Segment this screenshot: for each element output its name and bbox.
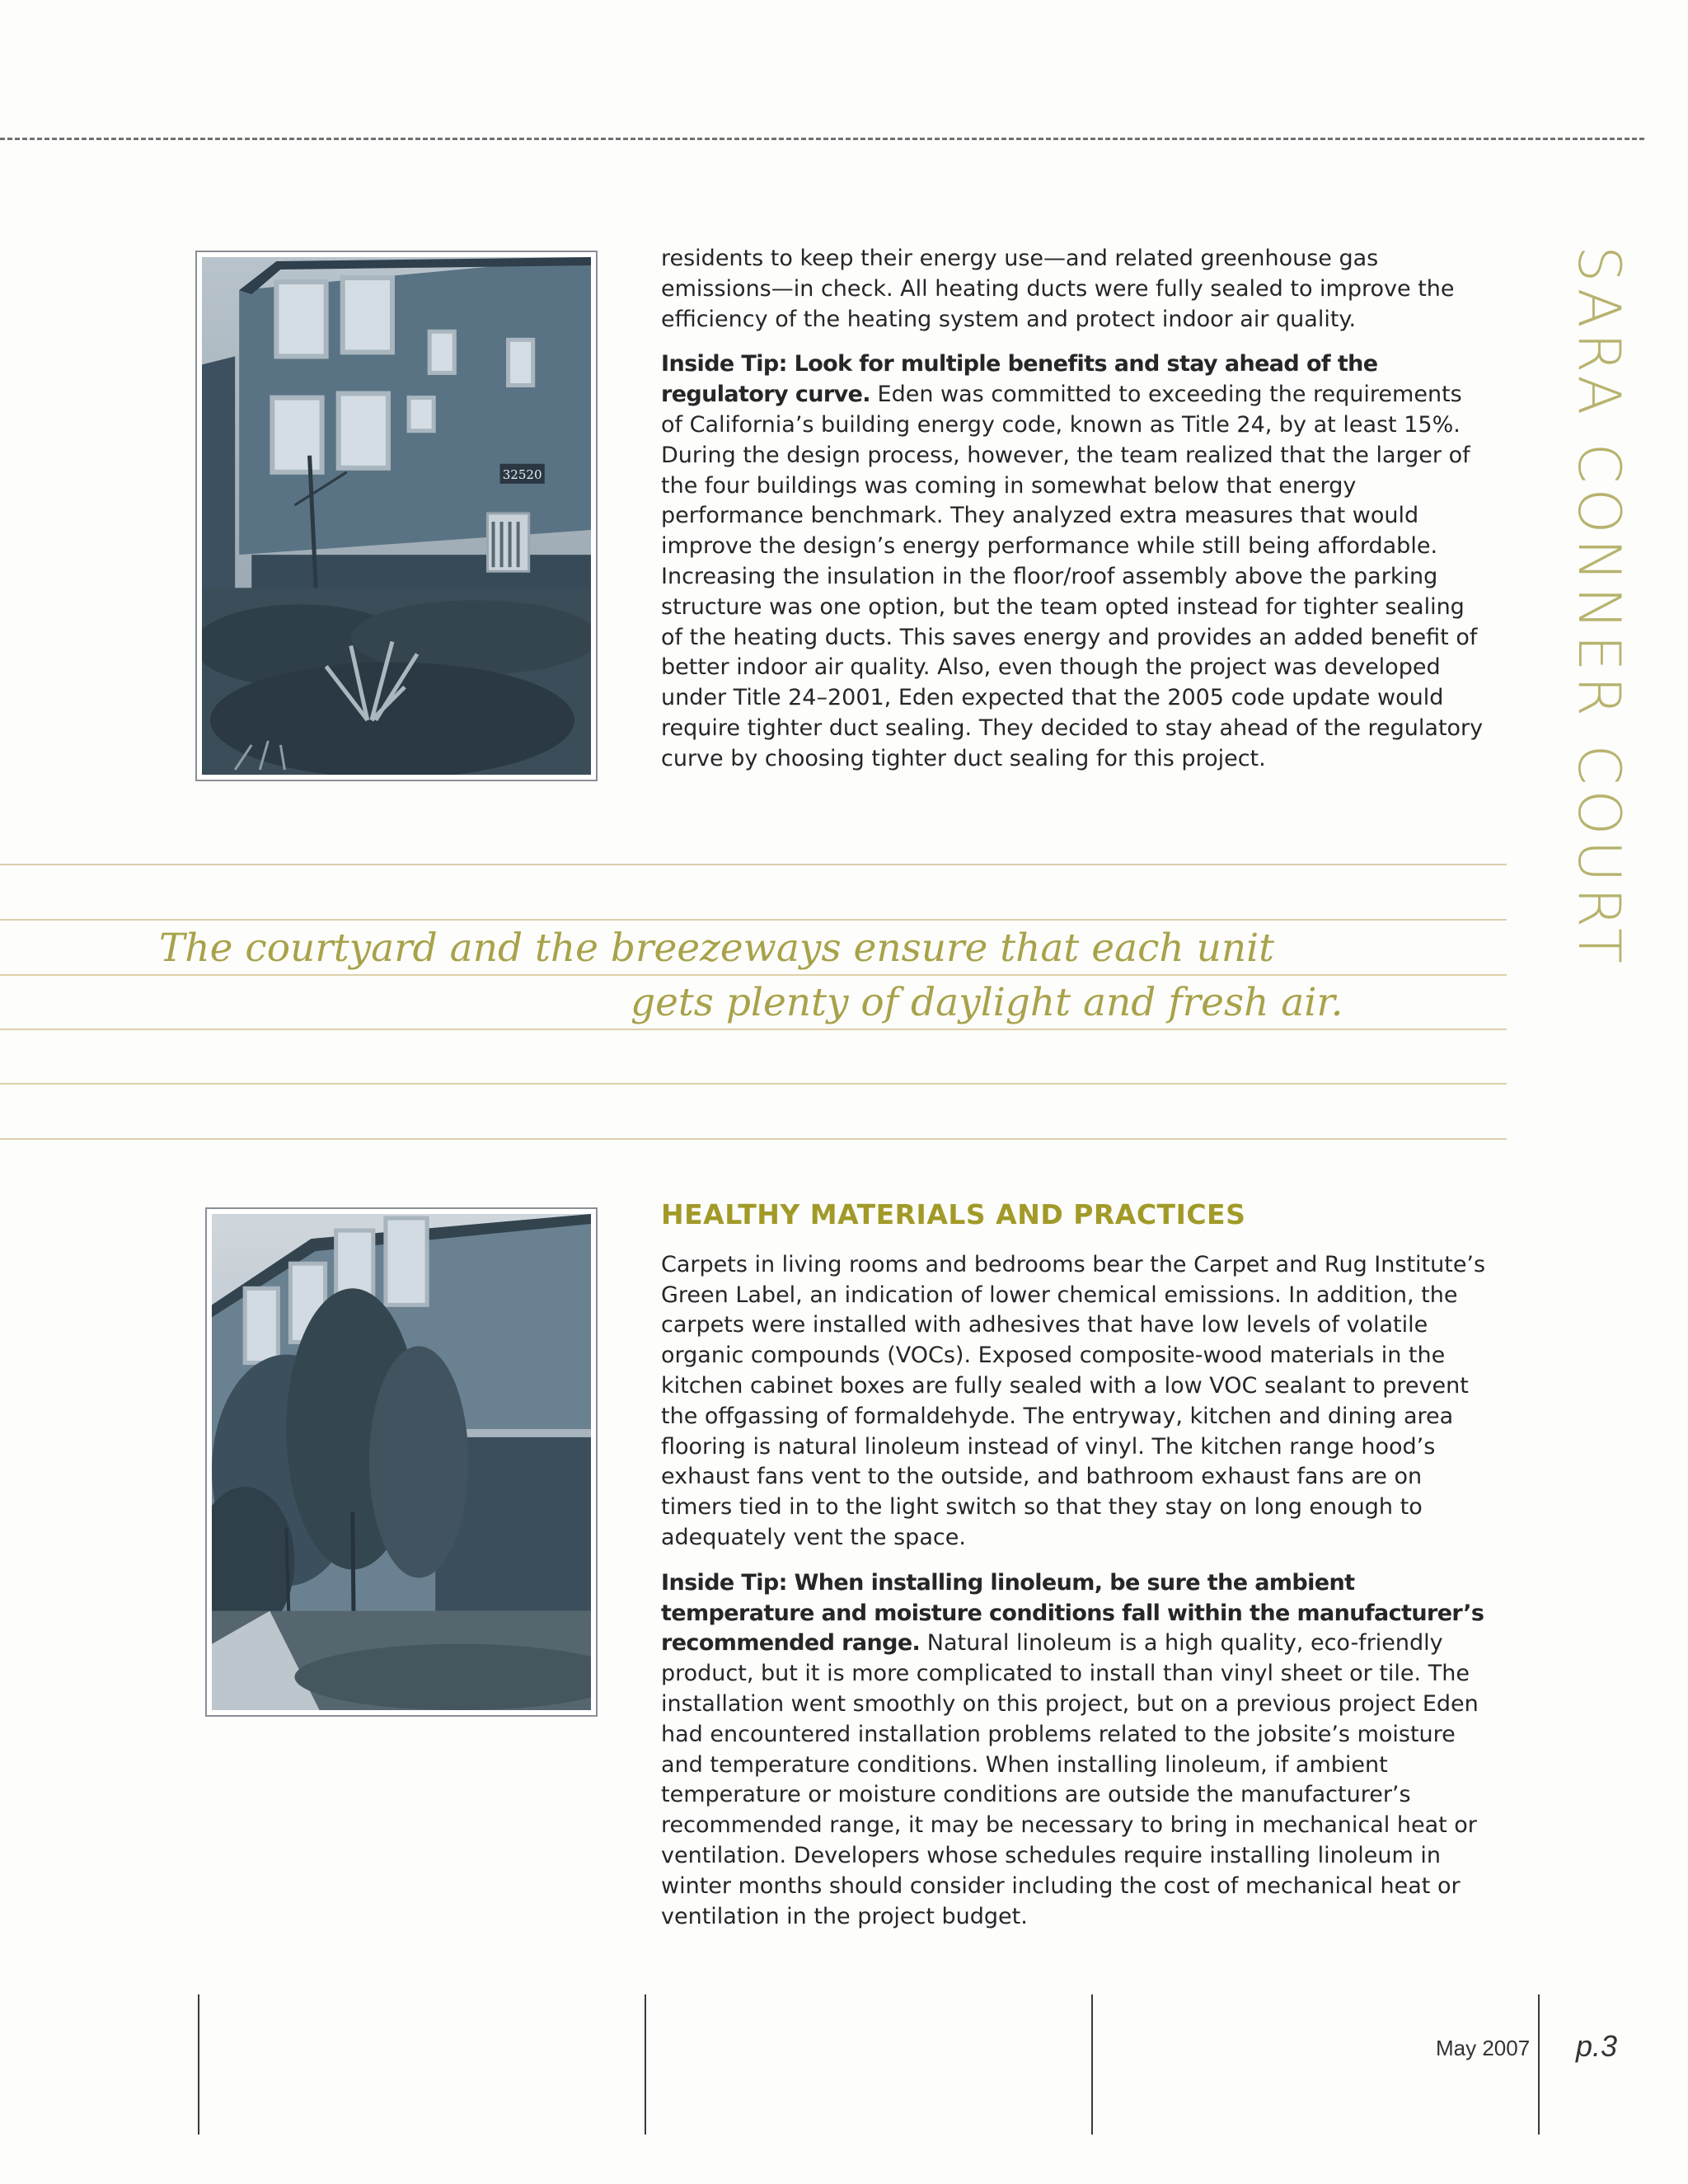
top-dashed-rule — [0, 138, 1644, 140]
footer-divider — [645, 1994, 646, 2135]
sidebar-title: SARA CONNER COURT — [1565, 246, 1633, 968]
footer-date: May 2007 — [1436, 2036, 1531, 2060]
linoleum-tip-paragraph — [661, 1568, 1489, 1933]
pull-quote-line-2: gets plenty of daylight and fresh air. — [631, 980, 1343, 1025]
section-heading: HEALTHY MATERIALS AND PRACTICES — [661, 1198, 1246, 1230]
page-number: p.3 — [1576, 2029, 1618, 2063]
energy-tip-paragraph — [661, 349, 1489, 774]
linoleum-tip-text: Natural linoleum is a high quality, eco-friendly product, but it is more complicated to install than vinyl sheet or tile. The installation went smoothly on this project, but on a previous project Eden had encountered installation problems related to the jobsite’s moisture and temperature conditions. When installing linoleum, if ambient temperature or moisture conditions are outside the manufacturer’s recommended range, it may be necessary to bring in mechanical heat or ventilation. Developers whose schedules require installing linoleum in winter months should consider including the cost of mechanical heat or ventilation in the project budget. — [661, 1630, 1479, 1929]
footer-divider — [1538, 1994, 1540, 2135]
building-photo-top — [195, 251, 598, 781]
footer-divider — [1091, 1994, 1093, 2135]
intro-paragraph: residents to keep their energy use—and related greenhouse gas emissions—in check. All heating ducts were fully sealed to improve the efficiency of the heating system and protect indoor air quality. — [661, 246, 1455, 332]
materials-paragraph: Carpets in living rooms and bedrooms bear the Carpet and Rug Institute’s Green Label, an indication of lower chemical emissions. In addition, the carpets were installed with adhesives that have low levels of volatile organic compounds (VOCs). Exposed composite-wood materials in the kitchen cabinet boxes are fully sealed with a low VOC sealant to prevent the offgassing of formaldehyde. The entryway, kitchen and dining area flooring is natural linoleum instead of vinyl. The kitchen range hood’s exhaust fans vent to the outside, and bathroom exhaust fans are on timers tied in to the light switch so that they stay on long enough to adequately vent the space. — [661, 1251, 1486, 1550]
building-photo-bottom — [205, 1207, 598, 1717]
pull-quote-line-1: The courtyard and the breezeways ensure that each unit — [159, 926, 1275, 971]
top-text-column — [661, 244, 1489, 790]
address-sign: 32520 — [502, 466, 542, 482]
energy-tip-text: Eden was committed to exceeding the requirements of California’s building energy code, known as Title 24, by at least 15%. During the design process, however, the team realized that the larger of the four buildings was coming in somewhat below that energy performance benchmark. They analyzed extra measures that would improve the design’s energy performance while still being affordable. Increasing the insulation in the floor/roof assembly above the parking structure was one option, but the team opted instead for tighter sealing of the heating ducts. This saves energy and provides an added benefit of better indoor air quality. Also, even though the project was developed under Title 24–2001, Eden expected that the 2005 code update would require tighter duct sealing. They decided to stay ahead of the regulatory curve by choosing tighter duct sealing for this project. — [661, 382, 1484, 771]
energy-tip-label: Inside Tip: Look for multiple benefits and stay ahead of the regulatory curve. — [661, 351, 1378, 408]
linoleum-tip-label: Inside Tip: When installing linoleum, be sure the ambient temperature and moisture conditions fall within the manufacturer’s recommended range. — [661, 1569, 1484, 1657]
footer-divider — [198, 1994, 199, 2135]
bottom-text-column — [661, 1200, 1489, 1947]
